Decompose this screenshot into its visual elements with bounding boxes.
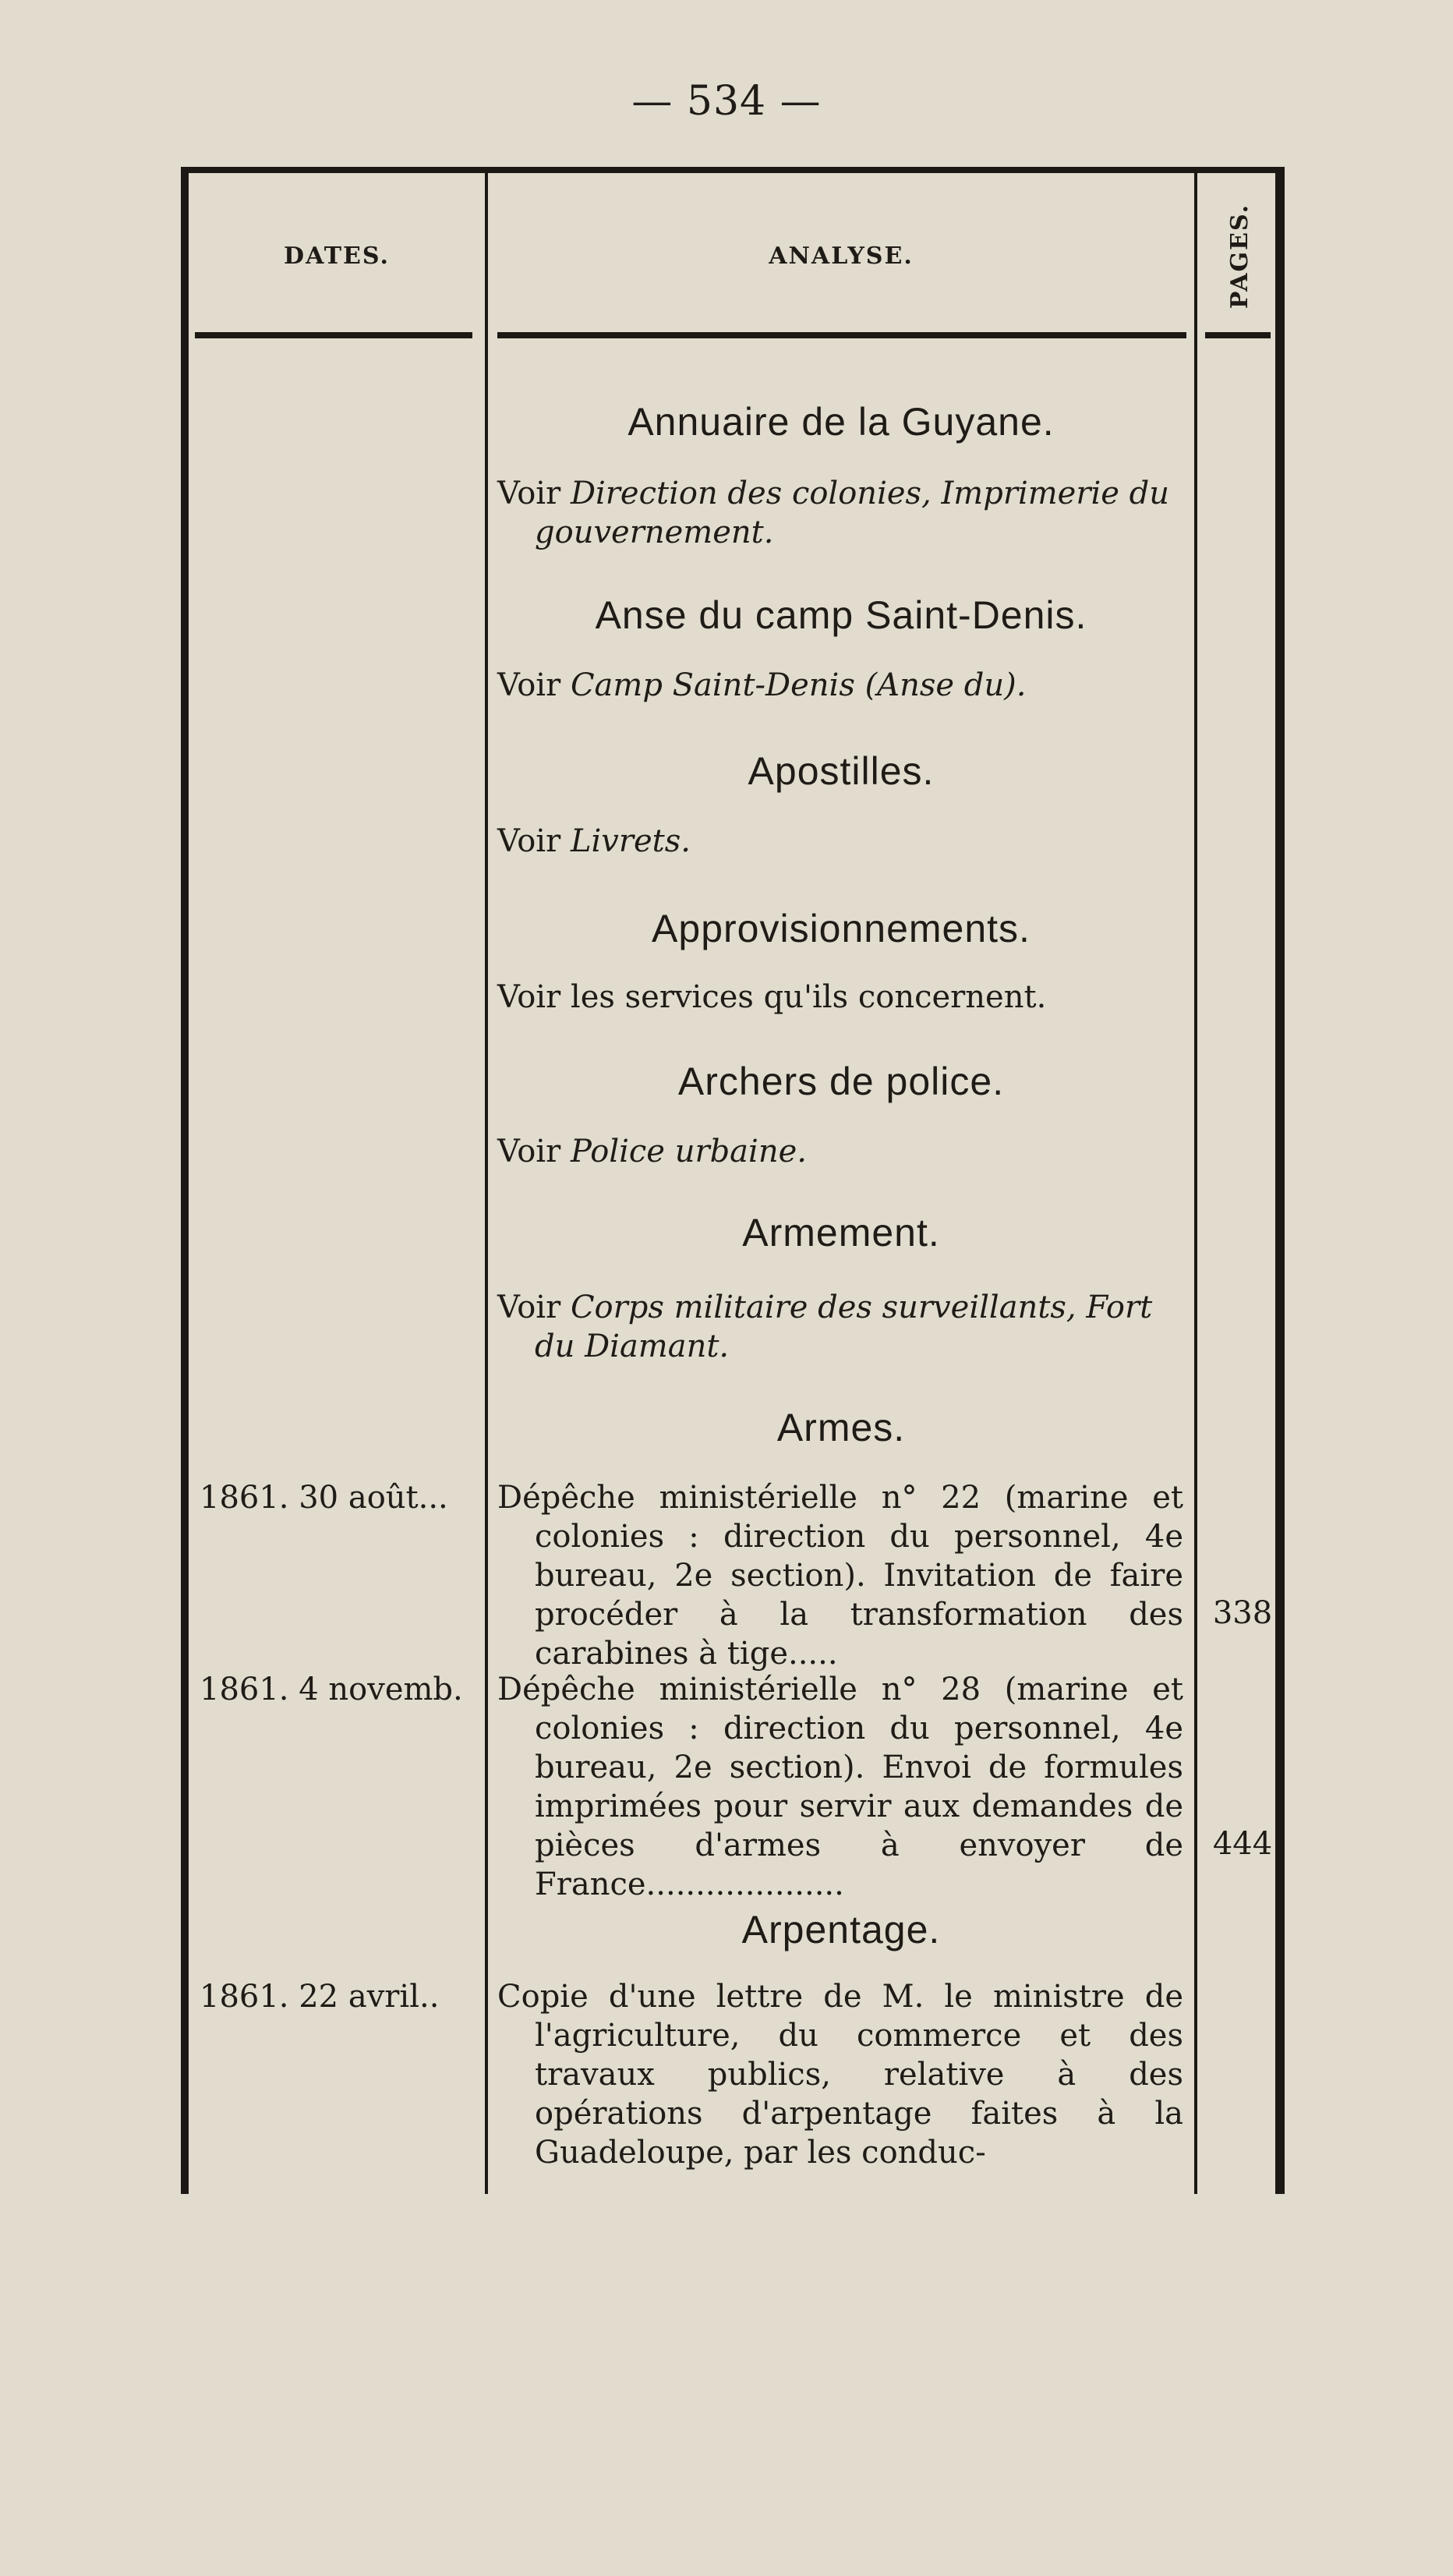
entry-date: 1861. 22 avril.. <box>200 1979 440 2015</box>
see-also: Voir Direction des colonies, Imprimerie du gouvernement. <box>497 476 1170 550</box>
header-rule <box>1205 332 1271 338</box>
see-also: Voir les services qu'ils concernent. <box>497 979 1047 1015</box>
column-header-pages <box>1197 173 1283 338</box>
column-divider <box>1194 173 1197 2194</box>
entry-heading: Annuaire de la Guyane. <box>628 400 1055 444</box>
entry-text: Dépêche ministérielle n° 22 (marine et colonies : direction du personnel, 4e bureau, 2e section). Invitation de faire procéder à la transformation des carabines à tige..... <box>497 1480 1183 1672</box>
index-table <box>181 167 1285 2194</box>
entry-heading: Armement. <box>742 1211 940 1254</box>
see-also: Voir Livrets. <box>497 823 691 859</box>
column-header-analyse: ANALYSE. <box>769 242 914 270</box>
page-reference: 444 <box>1212 1826 1273 1862</box>
see-also: Voir Camp Saint-Denis (Anse du). <box>497 667 1027 703</box>
entry-heading: Anse du camp Saint-Denis. <box>595 593 1087 637</box>
entry-date: 1861. 4 novemb. <box>200 1672 463 1707</box>
entry-heading: Apostilles. <box>748 749 935 793</box>
entry-heading: Archers de police. <box>677 1060 1005 1103</box>
entry-text: Copie d'une lettre de M. le ministre de l'agriculture, du commerce et des travaux publics, relative à des opérations d'arpentage faites à la Guadeloupe, par les conduc- <box>497 1979 1183 2171</box>
header-rule <box>497 332 1186 338</box>
entry-date: 1861. 30 août... <box>200 1480 448 1516</box>
entry-text: Dépêche ministérielle n° 28 (marine et colonies : direction du personnel, 4e bureau, 2e section). Envoi de formules imprimées pour servir aux demandes de pièces d'armes à envoyer de France.................... <box>497 1672 1183 1902</box>
see-also: Voir Police urbaine. <box>497 1134 807 1169</box>
header-rule <box>195 332 472 338</box>
page-reference: 338 <box>1212 1595 1273 1631</box>
entry-heading: Arpentage. <box>741 1908 941 1951</box>
column-header-dates: DATES. <box>284 242 390 270</box>
see-also: Voir Corps militaire des surveillants, Fort du Diamant. <box>497 1290 1153 1364</box>
entry-heading: Approvisionnements. <box>652 907 1031 950</box>
page-number: — 534 — <box>631 78 822 125</box>
column-divider <box>485 173 488 2194</box>
column-header-pages-label: PAGES. <box>1226 203 1254 309</box>
entry-heading: Armes. <box>776 1406 906 1449</box>
